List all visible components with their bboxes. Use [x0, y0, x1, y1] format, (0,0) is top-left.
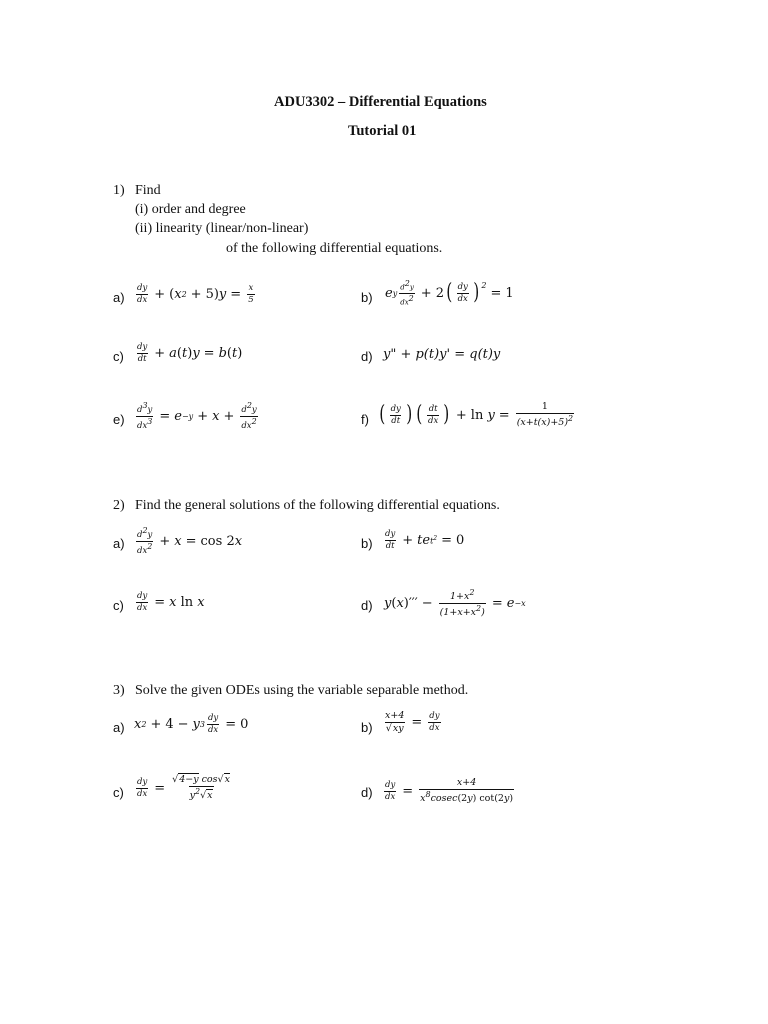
- q1-text-find: Find: [135, 183, 161, 198]
- q1-equation-a: dy dx + ( x 2 + 5) y = $\frac{x}{5}$: [137, 283, 254, 305]
- q1-label-b: b): [361, 290, 373, 305]
- q1-label-d: d): [361, 349, 373, 364]
- q2-label-c: c): [113, 598, 124, 613]
- q1-label-a: a): [113, 290, 125, 305]
- q2-label-a: a): [113, 536, 125, 551]
- q3-equation-b: $\frac{x+4}{√xy}$ = $\frac{dy}{dx}$: [385, 710, 440, 734]
- q1-equation-f: ( dy dt ) ( dt dx ) + ln y = $\frac{1}{(x+t(x)+5)^2}$: [379, 401, 574, 429]
- q2-equation-a: $d^2y$ $dx^2$ + x = cos 2 x: [137, 526, 243, 556]
- q1-equation-d: y" + p(t)y' = q(t)y: [383, 347, 501, 362]
- q1-label-f: f): [361, 412, 369, 427]
- q1-label-e: e): [113, 412, 125, 427]
- q1-equation-b: e y $d^2y$ $dx^2$ + 2 ( dy dx ) $^2$ = 1: [385, 279, 514, 306]
- q2-label-b: b): [361, 536, 373, 551]
- q1-text-linearity: (ii) linearity (linear/non-linear): [135, 221, 309, 236]
- q3-equation-d: $\frac{dy}{dx}$ = $\frac{x+4}{x^8cosec(2y) \cot(2y)}$: [385, 777, 514, 805]
- q3-equation-a: x 2 + 4 − y 3 $\frac{dy}{dx}$ = 0: [134, 713, 249, 735]
- q2-equation-c: $\frac{dy}{dx}$ = x ln x: [137, 591, 205, 613]
- q1-text-order: (i) order and degree: [135, 202, 246, 217]
- document-title: ADU3302 – Differential Equations: [274, 94, 487, 110]
- q2-number: 2): [113, 498, 125, 513]
- q2-equation-d: y ( x ) ′′′ − $\frac{1+x^2}{(1+x+x^2)}$ = e −x: [384, 588, 526, 619]
- q2-text: Find the general solutions of the following differential equations.: [135, 498, 500, 513]
- q1-text-following: of the following differential equations.: [226, 241, 443, 256]
- q3-label-d: d): [361, 785, 373, 800]
- q2-equation-b: dy dt + te $t^2$ = 0: [385, 529, 465, 551]
- q1-equation-c: dy dt + a ( t ) y = b ( t ): [137, 342, 243, 364]
- q3-label-a: a): [113, 720, 125, 735]
- q1-label-c: c): [113, 349, 124, 364]
- q3-label-b: b): [361, 720, 373, 735]
- q3-label-c: c): [113, 785, 124, 800]
- q3-text: Solve the given ODEs using the variable separable method.: [135, 683, 469, 698]
- q1-number: 1): [113, 183, 125, 198]
- q3-equation-c: $\frac{dy}{dx}$ = $\frac{\text{√4−y cos√x}}{y^2√x}$: [137, 774, 230, 802]
- q3-number: 3): [113, 683, 125, 698]
- q1-equation-e: $\frac{d^3y}{dx^3}$ = e −y + x + $\frac{d^2y}{dx^2}$: [137, 401, 257, 431]
- tutorial-number: Tutorial 01: [348, 123, 417, 139]
- q2-label-d: d): [361, 598, 373, 613]
